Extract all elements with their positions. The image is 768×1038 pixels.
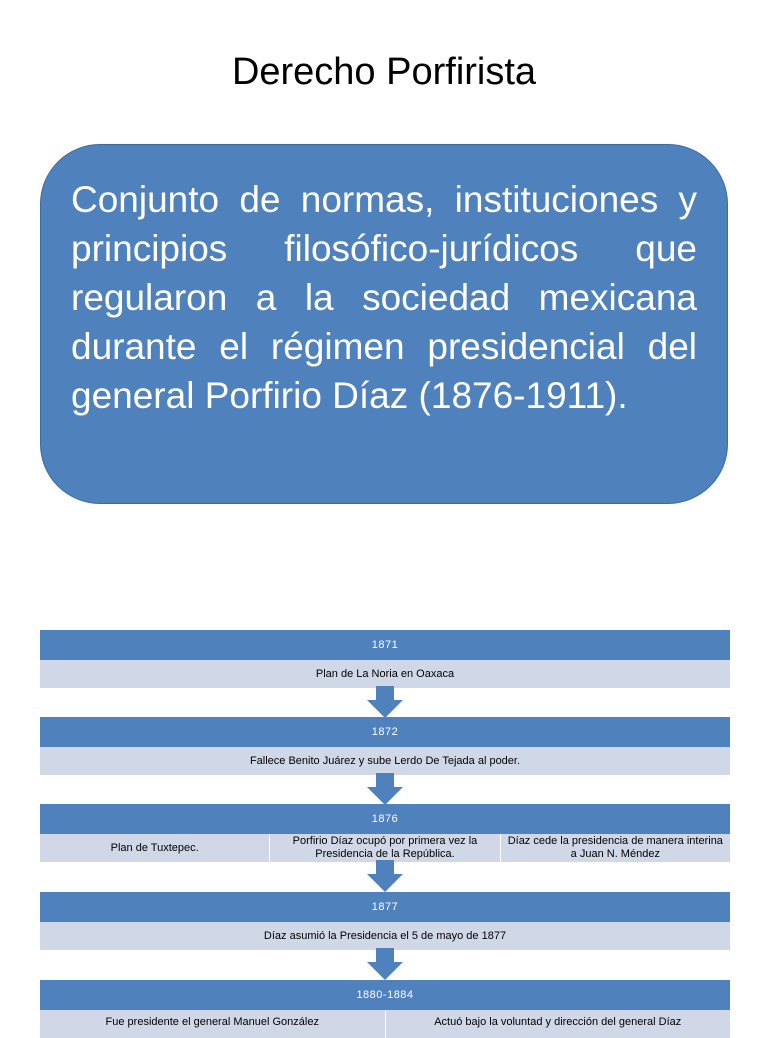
- timeline-event: Díaz cede la presidencia de manera interina a Juan N. Méndez: [500, 834, 730, 862]
- timeline-events: [40, 1010, 730, 1038]
- timeline-block-1880-1884: [40, 980, 730, 1038]
- timeline-event: Plan de La Noria en Oaxaca: [315, 667, 455, 680]
- timeline-year: 1877: [40, 892, 730, 922]
- timeline-event: Porfirio Díaz ocupó por primera vez la Presidencia de la República.: [269, 834, 499, 862]
- timeline-event: Plan de Tuxtepec.: [110, 841, 199, 854]
- timeline-event: Díaz asumió la Presidencia el 5 de mayo de 1877: [263, 929, 507, 942]
- down-arrow-icon: [367, 773, 403, 805]
- timeline-event: Fue presidente el general Manuel González: [105, 1016, 319, 1028]
- timeline-block-1876: [40, 804, 730, 862]
- timeline-block-1877: [40, 892, 730, 950]
- definition-box: Conjunto de normas, instituciones y principios filosófico-jurídicos que regularon a la sociedad mexicana durante el régimen presidencial del general Porfirio Díaz (1876-1911).: [40, 144, 728, 504]
- timeline-events: [40, 660, 730, 688]
- timeline-year: 1872: [40, 717, 730, 747]
- timeline-year: 1880-1884: [40, 980, 730, 1010]
- timeline-events: [40, 747, 730, 775]
- timeline-event: Actuó bajo la voluntad y dirección del general Díaz: [385, 1010, 731, 1038]
- timeline-block-1871: [40, 630, 730, 688]
- down-arrow-icon: [367, 948, 403, 980]
- down-arrow-icon: [367, 860, 403, 892]
- timeline-events: [40, 834, 730, 862]
- down-arrow-icon: [367, 686, 403, 718]
- timeline-year: 1871: [40, 630, 730, 660]
- timeline-event: Fallece Benito Juárez y sube Lerdo De Tejada al poder.: [249, 754, 521, 767]
- timeline-year: 1876: [40, 804, 730, 834]
- timeline-block-1872: [40, 717, 730, 775]
- page-title: Derecho Porfirista: [231, 51, 537, 93]
- timeline-events: [40, 922, 730, 950]
